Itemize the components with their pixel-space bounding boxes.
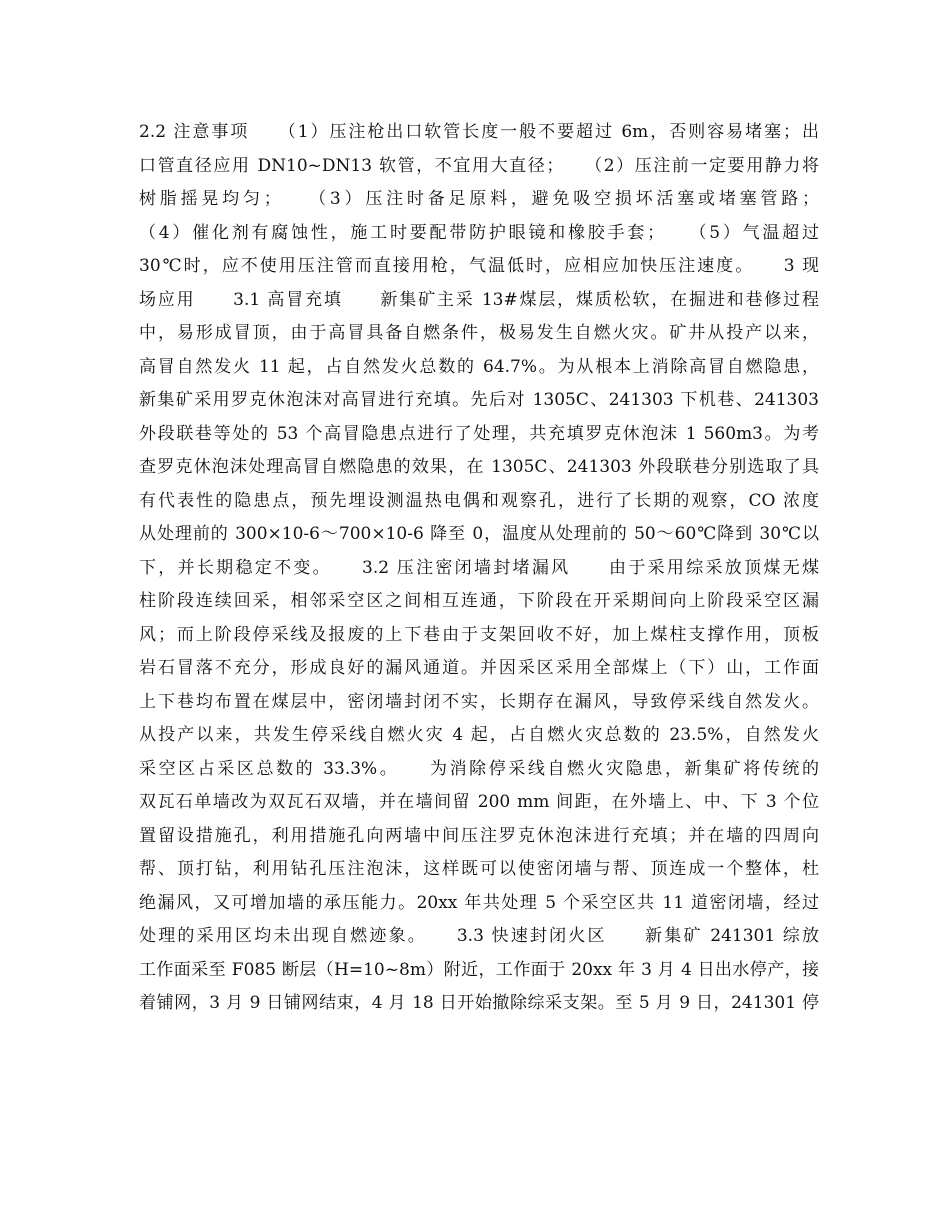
text-line: 置留设措施孔，利用措施孔向两墙中间压注罗克休泡沫进行充填；并在墙的四周向 <box>139 825 819 846</box>
text-line: 风；而上阶段停采线及报废的上下巷由于支架回收不好，加上煤柱支撑作用，顶板 <box>139 624 819 645</box>
text-line: 有代表性的隐患点，预先埋设测温热电偶和观察孔，进行了长期的观察，CO 浓度 <box>139 490 819 511</box>
text-line: 帮、顶打钻，利用钻孔压注泡沫，这样既可以使密闭墙与帮、顶连成一个整体，杜 <box>139 859 819 879</box>
text-line: 中，易形成冒顶，由于高冒具备自燃条件，极易发生自燃火灾。矿井从投产以来， <box>139 323 819 343</box>
text-line: 30℃时，应不使用压注管而直接用枪，气温低时，应相应加快压注速度。 3 现 <box>139 256 819 276</box>
text-line: 采空区占采区总数的 33.3%。 为消除停采线自燃火灾隐患，新集矿将传统的 <box>139 758 819 779</box>
text-line: 2.2 注意事项 （1）压注枪出口软管长度一般不要超过 6m，否则容易堵塞；出 <box>139 122 819 142</box>
text-line: 树脂摇晃均匀； （3）压注时备足原料，避免吸空损坏活塞或堵塞管路； <box>139 189 819 209</box>
text-line: 外段联巷等处的 53 个高冒隐患点进行了处理，共充填罗克休泡沫 1 560m3。为考 <box>139 423 819 444</box>
text-line: 高冒自然发火 11 起，占自然发火总数的 64.7%。为从根本上消除高冒自燃隐患， <box>139 356 819 377</box>
text-line: 新集矿采用罗克休泡沫对高冒进行充填。先后对 1305C、241303 下机巷、241303 <box>139 390 819 410</box>
text-line: 柱阶段连续回采，相邻采空区之间相互连通，下阶段在开采期间向上阶段采空区漏 <box>139 591 819 611</box>
text-line: 查罗克休泡沫处理高冒自燃隐患的效果，在 1305C、241303 外段联巷分别选取了具 <box>139 457 819 477</box>
text-line: 下，并长期稳定不变。 3.2 压注密闭墙封堵漏风 由于采用综采放顶煤无煤 <box>139 557 819 578</box>
text-line: （4）催化剂有腐蚀性，施工时要配带防护眼镜和橡胶手套； （5）气温超过 <box>139 222 819 243</box>
text-line: 上下巷均布置在煤层中，密闭墙封闭不实，长期存在漏风，导致停采线自然发火。 <box>139 691 819 712</box>
text-line: 工作面采至 F085 断层（H=10~8m）附近，工作面于 20xx 年 3 月 4 日出水停产，接 <box>139 959 819 980</box>
text-line: 绝漏风，又可增加墙的承压能力。20xx 年共处理 5 个采空区共 11 道密闭墙，经过 <box>139 892 819 913</box>
text-line: 处理的采用区均未出现自燃迹象。 3.3 快速封闭火区 新集矿 241301 综放 <box>139 926 819 946</box>
text-line: 着铺网，3 月 9 日铺网结束，4 月 18 日开始撤除综采支架。至 5 月 9 日，241301 停 <box>139 993 819 1013</box>
text-line: 从处理前的 300×10-6～700×10-6 降至 0，温度从处理前的 50～60℃降到 30℃以 <box>139 524 819 544</box>
body-text <box>139 116 819 1021</box>
text-line: 口管直径应用 DN10~DN13 软管，不宜用大直径； （2）压注前一定要用静力将 <box>139 155 819 176</box>
text-line: 从投产以来，共发生停采线自燃火灾 4 起，占自燃火灾总数的 23.5%，自然发火 <box>139 725 819 745</box>
text-line: 场应用 3.1 高冒充填 新集矿主采 13#煤层，煤质松软，在掘进和巷修过程 <box>139 289 819 310</box>
text-line: 双瓦石单墙改为双瓦石双墙，并在墙间留 200 mm 间距，在外墙上、中、下 3 个位 <box>139 792 819 812</box>
text-line: 岩石冒落不充分，形成良好的漏风通道。并因采区采用全部煤上（下）山，工作面 <box>139 658 819 678</box>
